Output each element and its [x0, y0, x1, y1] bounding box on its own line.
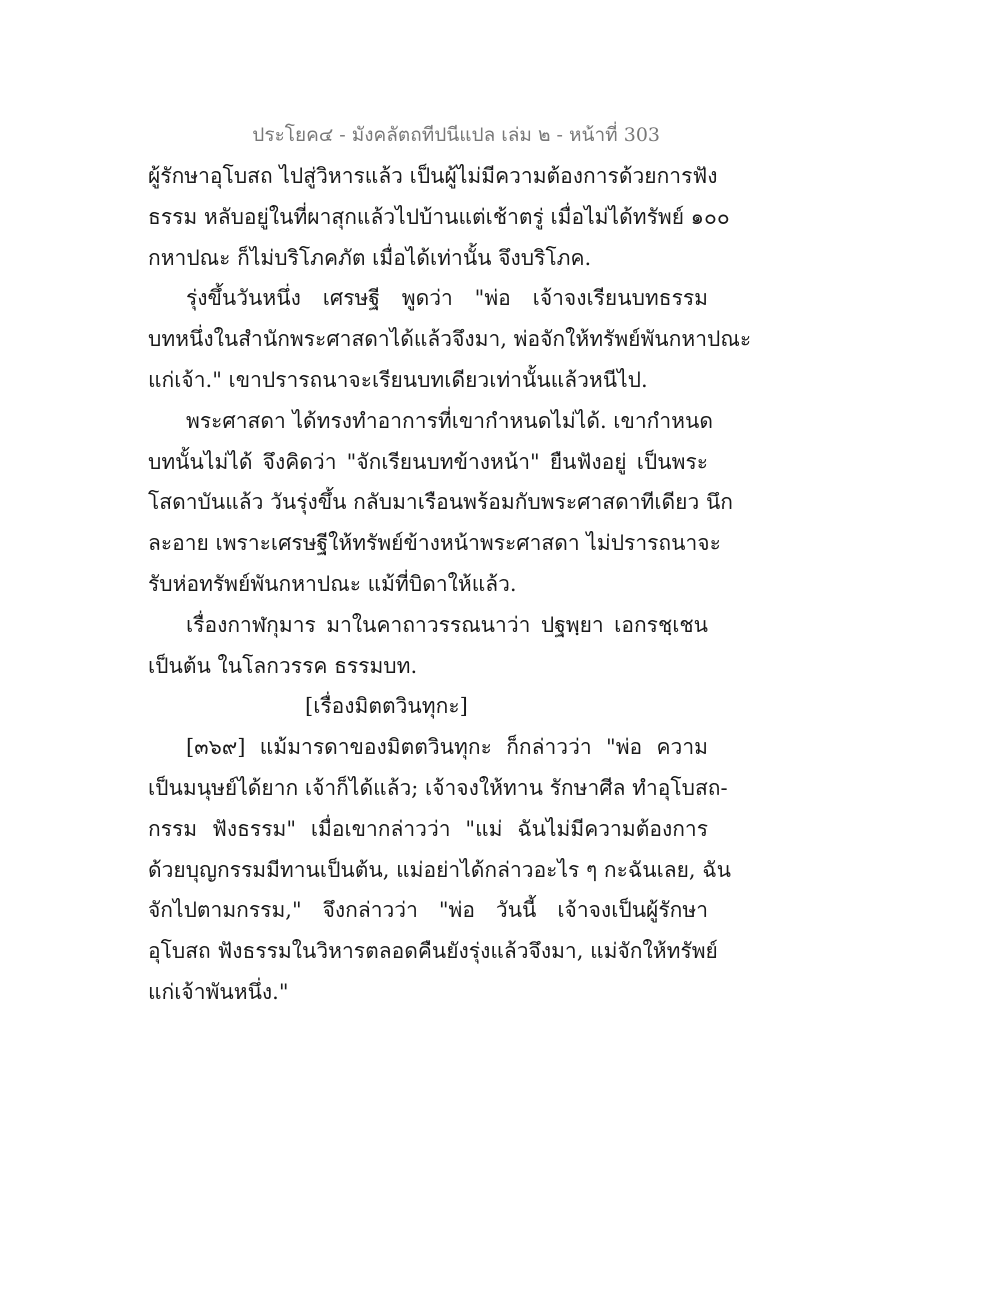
- paragraph-start-line: พระศาสดา ได้ทรงทำอาการที่เขากำหนดไม่ได้. เขากำหนด: [186, 408, 713, 433]
- text-line: กรรม ฟังธรรม" เมื่อเขากล่าวว่า "แม่ ฉันไม่มีความต้องการ: [148, 816, 708, 841]
- paragraph-start-line: [๓๖๙] แม้มารดาของมิตตวินทุกะ ก็กล่าวว่า "พ่อ ความ: [186, 735, 708, 760]
- text-line: บทหนึ่งในสำนักพระศาสดาได้แล้วจึงมา, พ่อจักให้ทรัพย์พันกหาปณะ: [148, 327, 752, 352]
- text-line: เป็นมนุษย์ได้ยาก เจ้าก็ได้แล้ว; เจ้าจงให้ทาน รักษาศีล ทำอุโบสถ-: [148, 775, 728, 800]
- text-line: ละอาย เพราะเศรษฐีให้ทรัพย์ข้างหน้าพระศาสดา ไม่ปรารถนาจะ: [148, 531, 721, 556]
- text-line: รับห่อทรัพย์พันกหาปณะ แม้ที่บิดาให้แล้ว.: [148, 571, 517, 596]
- section-heading: [เรื่องมิตตวินทุกะ]: [305, 694, 468, 719]
- body-text: [148, 156, 752, 1013]
- text-line: จักไปตามกรรม," จึงกล่าวว่า "พ่อ วันนี้ เจ้าจงเป็นผู้รักษา: [148, 898, 708, 923]
- paragraph-start-line: เรื่องกาฬกุมาร มาในคาถาวรรณนาว่า ปฐพฺยา เอกรชฺเชน: [186, 612, 708, 637]
- text-line: เป็นต้น ในโลกวรรค ธรรมบท.: [148, 653, 418, 678]
- paragraph-start-line: รุ่งขึ้นวันหนึ่ง เศรษฐี พูดว่า "พ่อ เจ้าจงเรียนบทธรรม: [186, 286, 708, 311]
- text-line: ธรรม หลับอยู่ในที่ผาสุกแล้วไปบ้านแต่เช้าตรู่ เมื่อไม่ได้ทรัพย์ ๑๐๐: [148, 204, 730, 229]
- text-line: กหาปณะ ก็ไม่บริโภคภัต เมื่อได้เท่านั้น จึงบริโภค.: [148, 245, 592, 270]
- text-line: ผู้รักษาอุโบสถ ไปสู่วิหารแล้ว เป็นผู้ไม่มีความต้องการด้วยการฟัง: [148, 164, 718, 188]
- text-line: บทนั้นไม่ได้ จึงคิดว่า "จักเรียนบทข้างหน้า" ยืนฟังอยู่ เป็นพระ: [148, 449, 708, 474]
- text-line: ด้วยบุญกรรมมีทานเป็นต้น, แม่อย่าได้กล่าวอะไร ๆ กะฉันเลย, ฉัน: [148, 857, 731, 882]
- text-line: แก่เจ้า." เขาปรารถนาจะเรียนบทเดียวเท่านั้นแล้วหนีไป.: [148, 367, 648, 392]
- running-header: ประโยค๔ - มังคลัตถทีปนีแปล เล่ม ๒ - หน้าที่ 303: [252, 124, 660, 146]
- text-line: อุโบสถ ฟังธรรมในวิหารตลอดคืนยังรุ่งแล้วจึงมา, แม่จักให้ทรัพย์: [148, 939, 718, 964]
- text-line: โสดาบันแล้ว วันรุ่งขึ้น กลับมาเรือนพร้อมกับพระศาสดาทีเดียว นึก: [148, 490, 734, 515]
- text-line: แก่เจ้าพันหนึ่ง.": [148, 979, 289, 1004]
